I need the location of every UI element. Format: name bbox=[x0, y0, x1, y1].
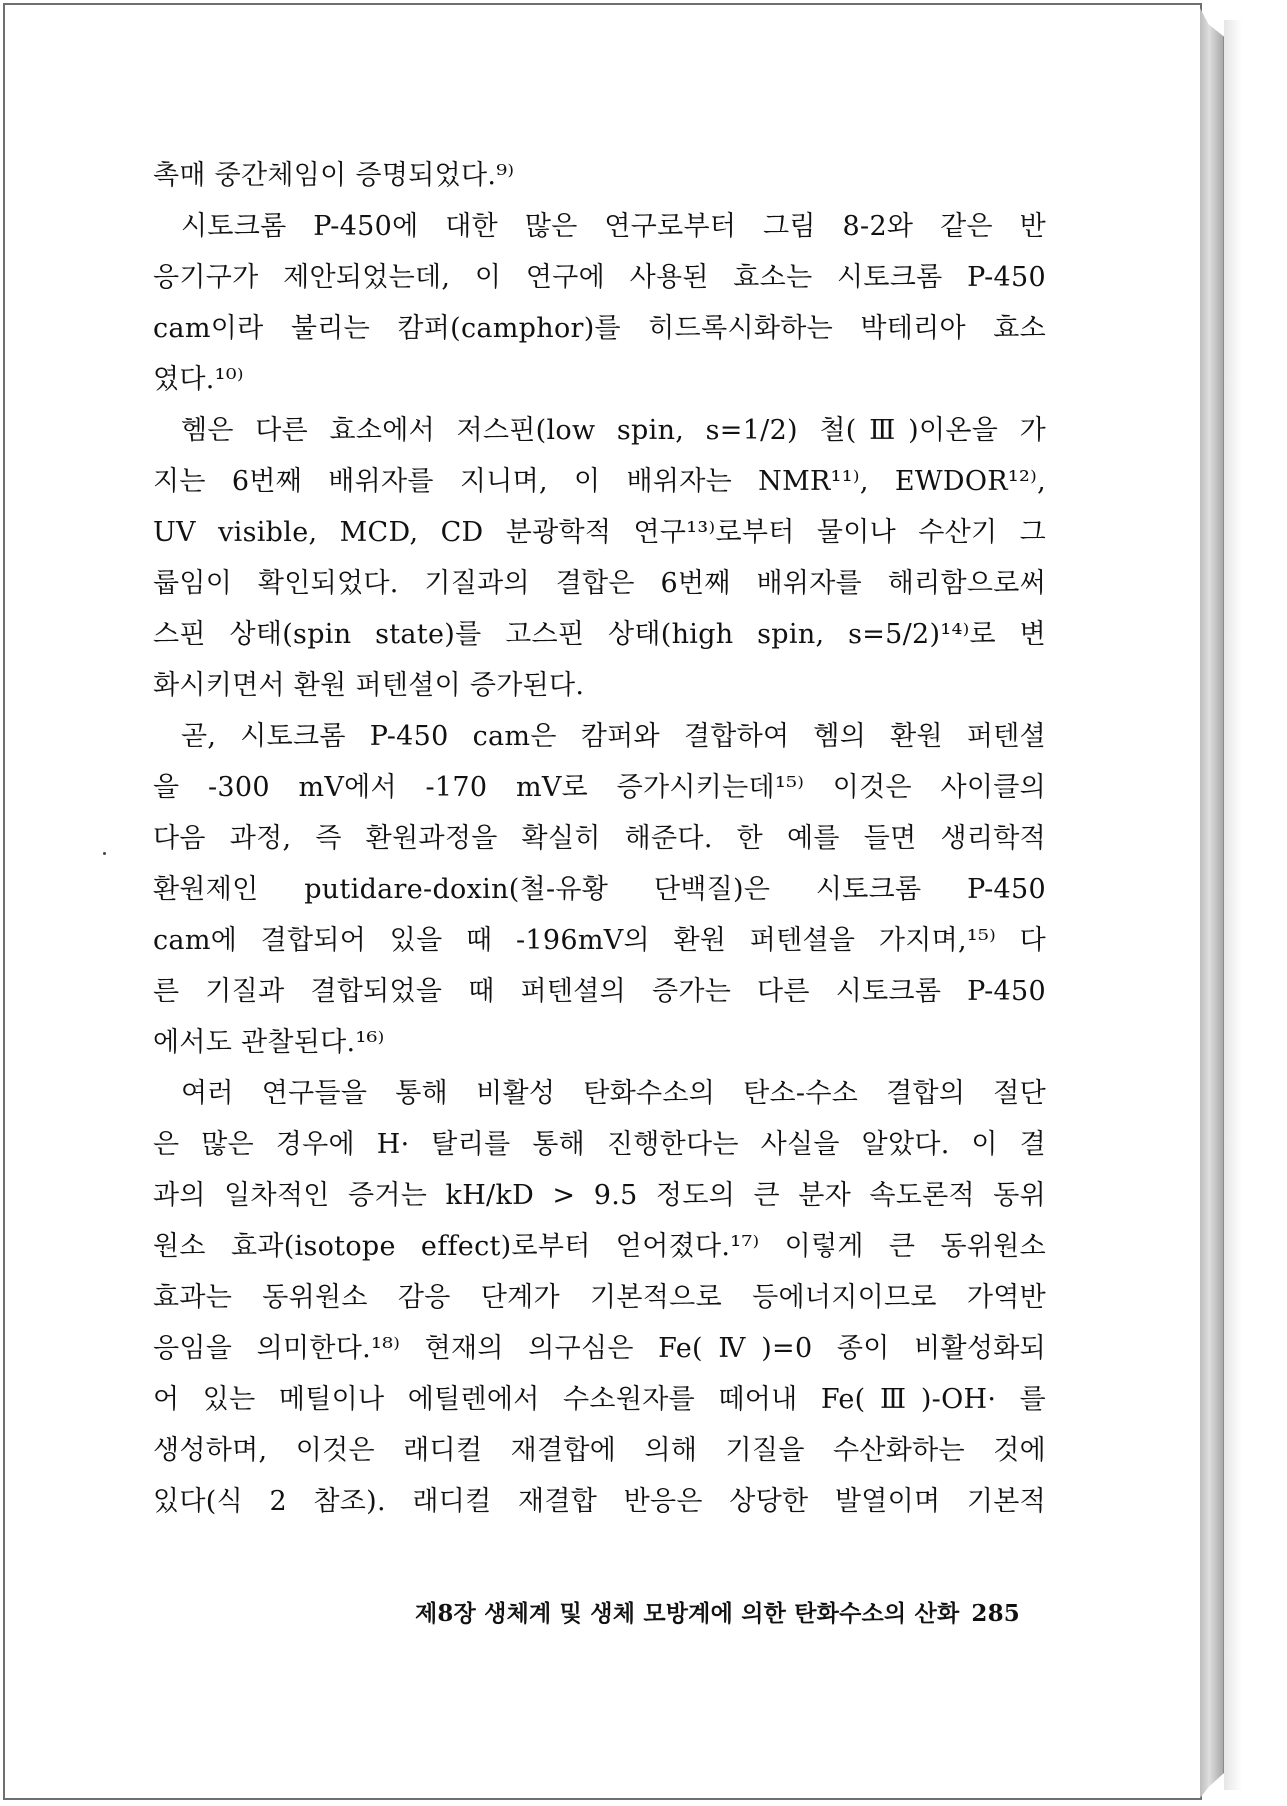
text-line: 여러 연구들을 통해 비활성 탄화수소의 탄소-수소 결합의 절단 bbox=[181, 1078, 1046, 1109]
text-line: 원소 효과(isotope effect)로부터 얻어졌다.¹⁷⁾ 이렇게 큰 동위원소 bbox=[153, 1231, 1046, 1262]
text-line: 에서도 관찰된다.¹⁶⁾ bbox=[153, 1027, 385, 1058]
text-line: 생성하며, 이것은 래디컬 재결합에 의해 기질을 수산화하는 것에 bbox=[153, 1435, 1046, 1466]
running-footer bbox=[330, 1598, 1020, 1630]
text-line: 지는 6번째 배위자를 지니며, 이 배위자는 NMR¹¹⁾, EWDOR¹²⁾, bbox=[153, 466, 1046, 497]
page-stack-edge bbox=[1200, 8, 1224, 1798]
text-line: 른 기질과 결합되었을 때 퍼텐셜의 증가는 다른 시토크롬 P-450 bbox=[153, 976, 1046, 1007]
text-line: 응임을 의미한다.¹⁸⁾ 현재의 의구심은 Fe(Ⅳ)=0 종이 비활성화되 bbox=[153, 1333, 1046, 1364]
text-line: 환원제인 putidare-doxin(철-유황 단백질)은 시토크롬 P-450 bbox=[153, 874, 1046, 905]
scan-speck bbox=[103, 852, 106, 855]
text-line: 화시키면서 환원 퍼텐셜이 증가된다. bbox=[153, 670, 585, 701]
text-line: 룹임이 확인되었다. 기질과의 결합은 6번째 배위자를 해리함으로써 bbox=[153, 568, 1046, 599]
text-line: 곧, 시토크롬 P-450 cam은 캄퍼와 결합하여 헴의 환원 퍼텐셜 bbox=[181, 721, 1046, 752]
page-shadow bbox=[1224, 20, 1242, 1790]
page-number: 285 bbox=[971, 1600, 1020, 1627]
text-line: cam에 결합되어 있을 때 -196mV의 환원 퍼텐셜을 가지며,¹⁵⁾ 다 bbox=[153, 925, 1046, 956]
text-line: 촉매 중간체임이 증명되었다.⁹⁾ bbox=[153, 160, 515, 191]
text-line: 응기구가 제안되었는데, 이 연구에 사용된 효소는 시토크롬 P-450 bbox=[153, 262, 1046, 293]
text-line: UV visible, MCD, CD 분광학적 연구¹³⁾로부터 물이나 수산기 그 bbox=[153, 517, 1046, 548]
text-line: cam이라 불리는 캄퍼(camphor)를 히드록시화하는 박테리아 효소 bbox=[153, 313, 1046, 344]
text-line: 였다.¹⁰⁾ bbox=[153, 364, 244, 395]
text-line: 헴은 다른 효소에서 저스핀(low spin, s=1/2) 철(Ⅲ)이온을 가 bbox=[181, 415, 1046, 446]
text-line: 은 많은 경우에 H· 탈리를 통해 진행한다는 사실을 알았다. 이 결 bbox=[153, 1129, 1046, 1160]
text-line: 시토크롬 P-450에 대한 많은 연구로부터 그림 8-2와 같은 반 bbox=[181, 211, 1046, 242]
text-line: 있다(식 2 참조). 래디컬 재결합 반응은 상당한 발열이며 기본적 bbox=[153, 1486, 1046, 1517]
running-title: 제8장 생체계 및 생체 모방계에 의한 탄화수소의 산화 bbox=[414, 1600, 960, 1627]
text-line: 과의 일차적인 증거는 kH/kD > 9.5 정도의 큰 분자 속도론적 동위 bbox=[153, 1180, 1046, 1211]
text-line: 스핀 상태(spin state)를 고스핀 상태(high spin, s=5/2)¹⁴⁾로 변 bbox=[153, 619, 1046, 650]
text-line: 다음 과정, 즉 환원과정을 확실히 해준다. 한 예를 들면 생리학적 bbox=[153, 823, 1046, 854]
text-line: 효과는 동위원소 감응 단계가 기본적으로 등에너지이므로 가역반 bbox=[153, 1282, 1046, 1313]
text-line: 을 -300 mV에서 -170 mV로 증가시키는데¹⁵⁾ 이것은 사이클의 bbox=[153, 772, 1046, 803]
body-text bbox=[153, 150, 1046, 1527]
text-line: 어 있는 메틸이나 에틸렌에서 수소원자를 떼어내 Fe(Ⅲ)-OH· 를 bbox=[153, 1384, 1046, 1415]
